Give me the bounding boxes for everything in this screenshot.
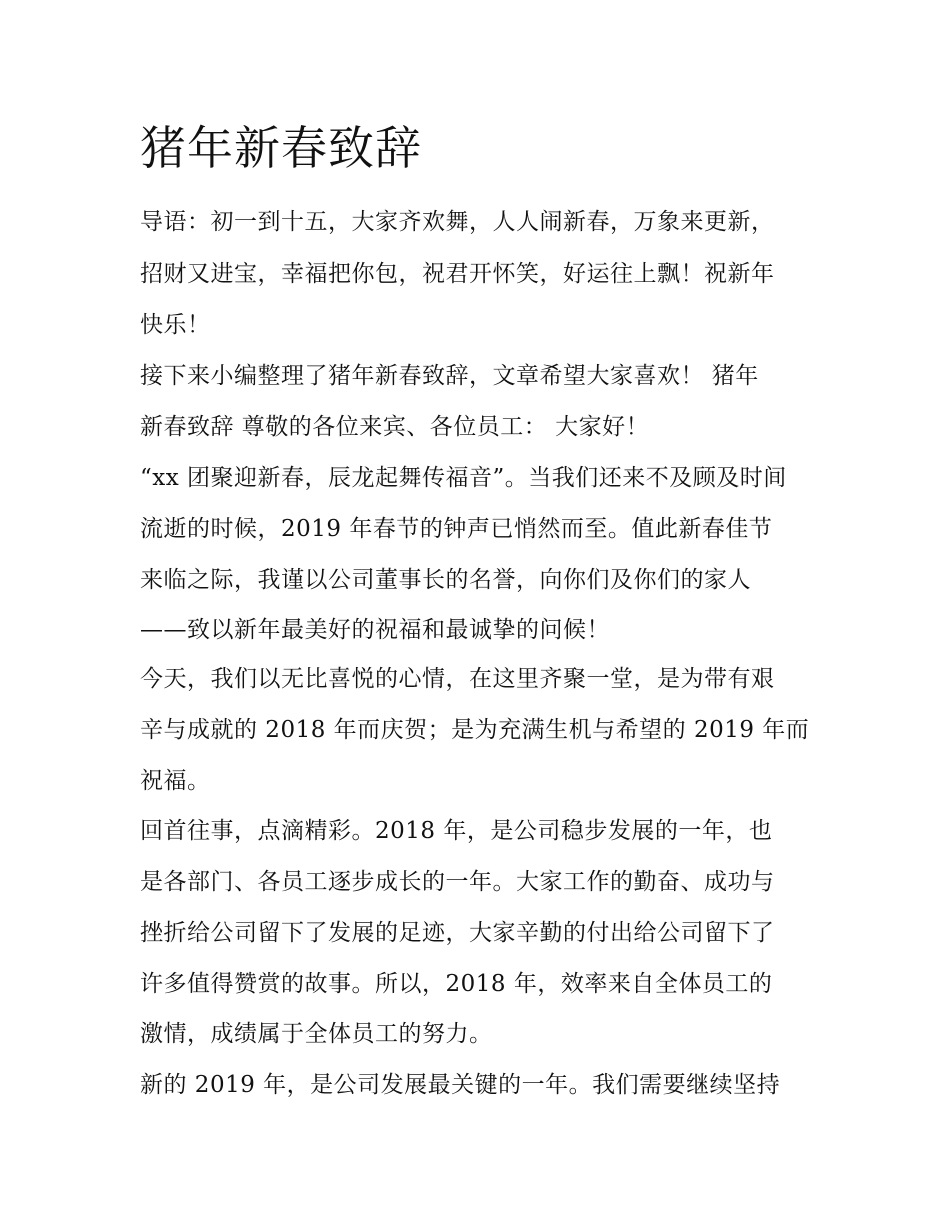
body-line: 激情，成绩属于全体员工的努力。	[140, 1021, 493, 1047]
body-line: 辛与成就的 2018 年而庆贺；是为充满生机与希望的 2019 年而	[140, 717, 810, 743]
document-title: 猪年新春致辞	[140, 121, 422, 175]
body-line: 来临之际，我谨以公司董事长的名誉，向你们及你们的家人	[140, 567, 751, 593]
body-line: 接下来小编整理了猪年新春致辞，文章希望大家喜欢！ 猪年	[140, 363, 759, 389]
body-line: 祝福。	[140, 768, 211, 794]
body-line: 挫折给公司留下了发展的足迹，大家辛勤的付出给公司留下了	[140, 920, 775, 946]
body-line: 回首往事，点滴精彩。2018 年，是公司稳步发展的一年，也	[140, 818, 773, 844]
body-line: 许多值得赞赏的故事。所以，2018 年，效率来自全体员工的	[140, 971, 773, 997]
body-line: ——致以新年最美好的祝福和最诚挚的问候！	[140, 617, 610, 643]
body-line: “xx 团聚迎新春，辰龙起舞传福音”。当我们还来不及顾及时间	[140, 465, 787, 491]
body-line: 新的 2019 年，是公司发展最关键的一年。我们需要继续坚持	[140, 1072, 781, 1098]
body-line: 是各部门、各员工逐步成长的一年。大家工作的勤奋、成功与	[140, 869, 775, 895]
body-line: 招财又进宝，幸福把你包，祝君开怀笑，好运往上飘！祝新年	[140, 261, 775, 287]
body-line: 导语：初一到十五，大家齐欢舞，人人闹新春，万象来更新，	[140, 209, 775, 235]
body-line: 新春致辞 尊敬的各位来宾、各位员工： 大家好！	[140, 414, 650, 440]
body-line: 快乐！	[140, 312, 211, 338]
body-line: 今天，我们以无比喜悦的心情，在这里齐聚一堂，是为带有艰	[140, 666, 775, 692]
body-line: 流逝的时候，2019 年春节的钟声已悄然而至。值此新春佳节	[140, 516, 773, 542]
